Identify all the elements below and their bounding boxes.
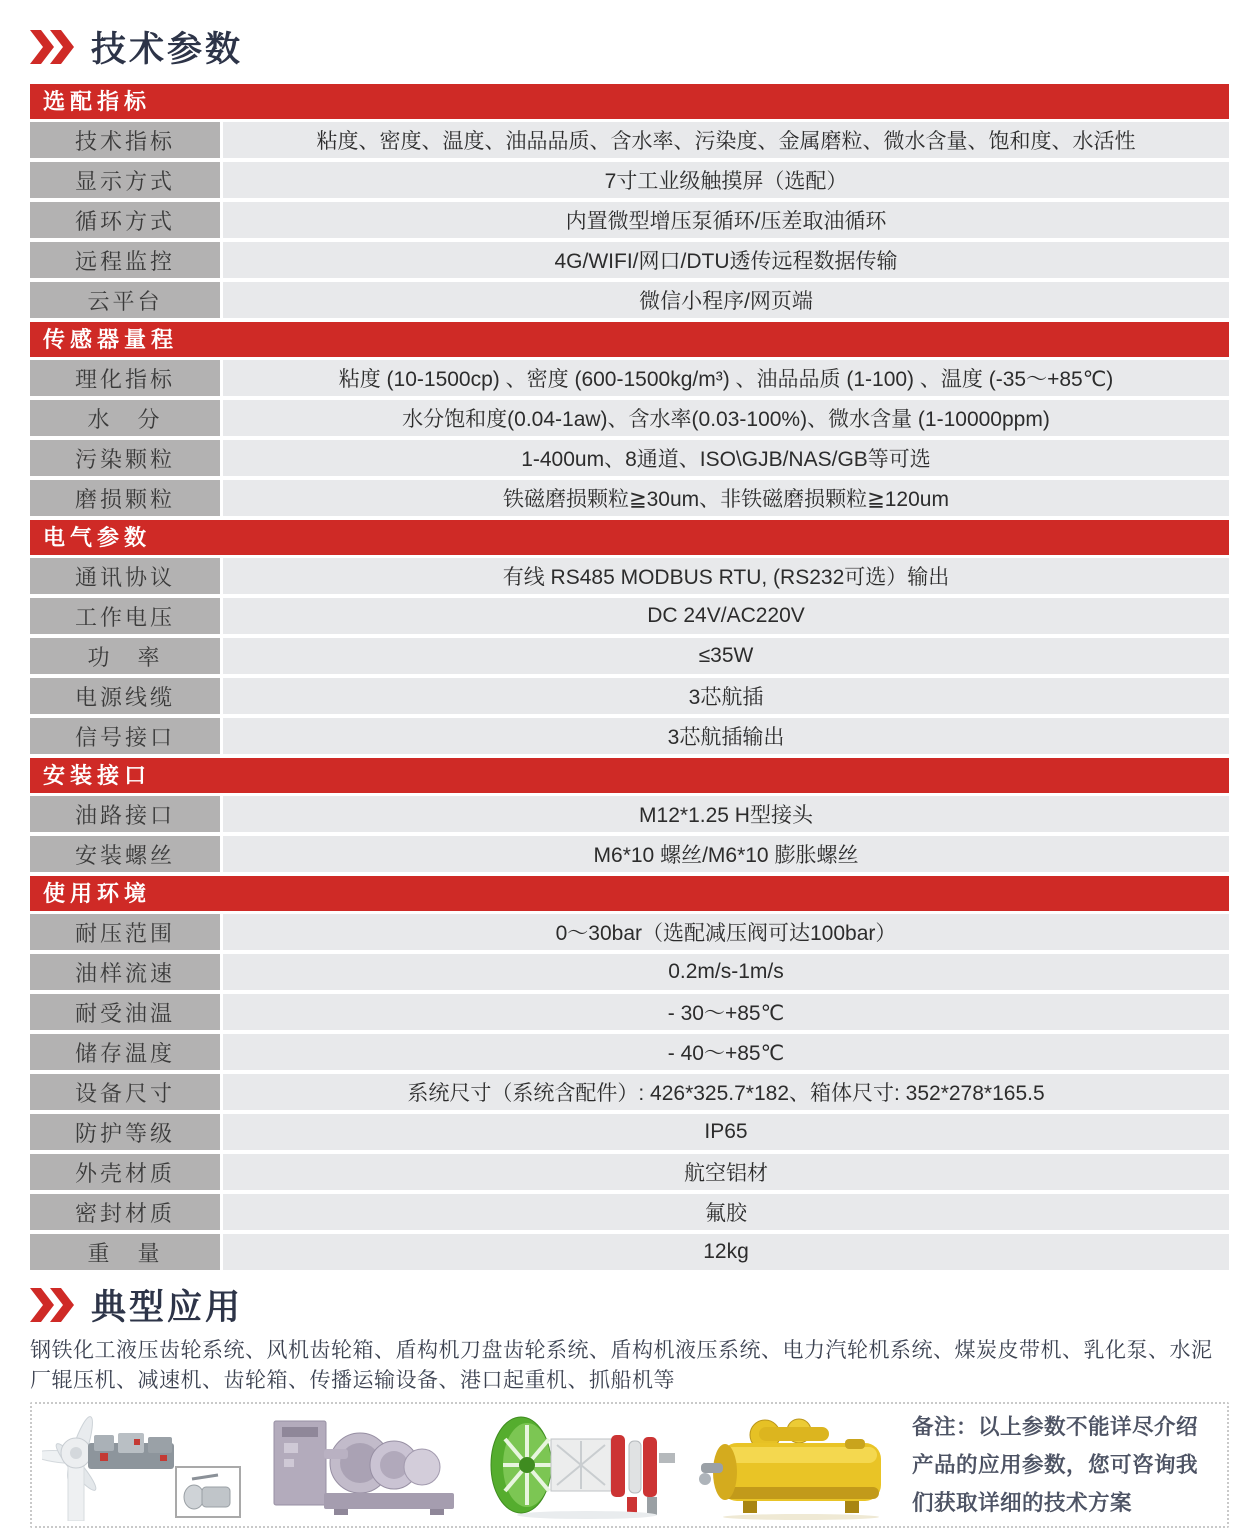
spec-row — [30, 360, 1229, 396]
spec-row-label: 技术指标 — [30, 122, 220, 158]
spec-row-value: 有线 RS485 MODBUS RTU, (RS232可选）输出 — [223, 558, 1229, 594]
spec-row — [30, 914, 1229, 950]
spec-row-value: 航空铝材 — [223, 1154, 1229, 1190]
spec-row-value: 微信小程序/网页端 — [223, 282, 1229, 318]
spec-row — [30, 480, 1229, 516]
spec-row-label: 水 分 — [30, 400, 220, 436]
spec-row — [30, 202, 1229, 238]
spec-row-label: 磨损颗粒 — [30, 480, 220, 516]
note-text: 备注：以上参数不能详尽介绍产品的应用参数，您可咨询我们获取详细的技术方案 — [912, 1415, 1199, 1515]
spec-row-label: 安装螺丝 — [30, 836, 220, 872]
spec-row-label: 工作电压 — [30, 598, 220, 634]
spec-row — [30, 1154, 1229, 1190]
page-title-row — [30, 26, 1229, 68]
spec-row-value: 铁磁磨损颗粒≧30um、非铁磁磨损颗粒≧120um — [223, 480, 1229, 516]
section-header: 使用环境 — [30, 876, 1229, 911]
spec-row-label: 云平台 — [30, 282, 220, 318]
section-header: 安装接口 — [30, 758, 1229, 793]
spec-row-label: 通讯协议 — [30, 558, 220, 594]
spec-row-value: - 30～+85℃ — [223, 994, 1229, 1030]
applications-text: 钢铁化工液压齿轮系统、风机齿轮箱、盾构机刀盘齿轮系统、盾构机液压系统、电力汽轮机系统、煤炭皮带机、乳化泵、水泥厂辊压机、减速机、齿轮箱、传播运输设备、港口起重机、抓船机等 — [30, 1339, 1213, 1392]
spec-row-value: 水分饱和度(0.04-1aw)、含水率(0.03-100%)、微水含量 (1-10000ppm) — [223, 400, 1229, 436]
spec-row — [30, 1034, 1229, 1070]
spec-row — [30, 400, 1229, 436]
double-chevron-icon — [30, 1288, 76, 1322]
spec-row-label: 循环方式 — [30, 202, 220, 238]
spec-table — [30, 84, 1229, 1270]
spec-row — [30, 718, 1229, 754]
spec-row-value: 3芯航插输出 — [223, 718, 1229, 754]
spec-row — [30, 994, 1229, 1030]
spec-row-value: 4G/WIFI/网口/DTU透传远程数据传输 — [223, 242, 1229, 278]
spec-row — [30, 638, 1229, 674]
spec-row-label: 储存温度 — [30, 1034, 220, 1070]
spec-row-label: 密封材质 — [30, 1194, 220, 1230]
spec-row — [30, 242, 1229, 278]
spec-row — [30, 954, 1229, 990]
section-header: 电气参数 — [30, 520, 1229, 555]
spec-row-value: DC 24V/AC220V — [223, 598, 1229, 634]
spec-row-label: 设备尺寸 — [30, 1074, 220, 1110]
spec-row-value: 7寸工业级触摸屏（选配） — [223, 162, 1229, 198]
double-chevron-icon — [30, 30, 76, 64]
spec-row-value: 内置微型增压泵循环/压差取油循环 — [223, 202, 1229, 238]
spec-row-label: 耐压范围 — [30, 914, 220, 950]
spec-row-label: 外壳材质 — [30, 1154, 220, 1190]
spec-row — [30, 1194, 1229, 1230]
spec-row-label: 远程监控 — [30, 242, 220, 278]
spec-row — [30, 282, 1229, 318]
spec-row — [30, 122, 1229, 158]
spec-row-label: 防护等级 — [30, 1114, 220, 1150]
spec-row — [30, 836, 1229, 872]
spec-row — [30, 1114, 1229, 1150]
spec-row-value: 0.2m/s-1m/s — [223, 954, 1229, 990]
spec-row-value: 系统尺寸（系统含配件）: 426*325.7*182、箱体尺寸: 352*278*165.5 — [223, 1074, 1229, 1110]
spec-row-value: 3芯航插 — [223, 678, 1229, 714]
spec-row-label: 理化指标 — [30, 360, 220, 396]
spec-row-label: 显示方式 — [30, 162, 220, 198]
spec-row-label: 耐受油温 — [30, 994, 220, 1030]
steam-turbine-generator-image — [260, 1409, 465, 1521]
spec-row — [30, 162, 1229, 198]
section-header: 传感器量程 — [30, 322, 1229, 357]
wind-turbine-gearbox-image — [42, 1409, 247, 1521]
spec-row-value: 0～30bar（选配减压阀可达100bar） — [223, 914, 1229, 950]
section-header: 选配指标 — [30, 84, 1229, 119]
spec-row-label: 污染颗粒 — [30, 440, 220, 476]
spec-row-label: 油样流速 — [30, 954, 220, 990]
spec-row-label: 信号接口 — [30, 718, 220, 754]
spec-row — [30, 796, 1229, 832]
screw-chiller-unit-image — [695, 1409, 900, 1521]
spec-row-value: 1-400um、8通道、ISO\GJB/NAS/GB等可选 — [223, 440, 1229, 476]
page-title: 技术参数 — [91, 30, 244, 69]
spec-row-label: 功 率 — [30, 638, 220, 674]
spec-row-value: M6*10 螺丝/M6*10 膨胀螺丝 — [223, 836, 1229, 872]
spec-row — [30, 558, 1229, 594]
tunnel-boring-machine-image — [477, 1409, 682, 1521]
spec-row — [30, 598, 1229, 634]
applications-title-row — [30, 1284, 1229, 1326]
spec-row — [30, 678, 1229, 714]
spec-row-value: 粘度 (10-1500cp) 、密度 (600-1500kg/m³) 、油品品质 (1-100) 、温度 (-35～+85℃) — [223, 360, 1229, 396]
spec-row-value: ≤35W — [223, 638, 1229, 674]
spec-row-value: IP65 — [223, 1114, 1229, 1150]
spec-row-label: 重 量 — [30, 1234, 220, 1270]
gallery-box — [30, 1402, 1229, 1528]
spec-row-value: 粘度、密度、温度、油品品质、含水率、污染度、金属磨粒、微水含量、饱和度、水活性 — [223, 122, 1229, 158]
spec-row-value: 12kg — [223, 1234, 1229, 1270]
spec-row-value: 氟胶 — [223, 1194, 1229, 1230]
spec-row — [30, 440, 1229, 476]
spec-row-value: - 40～+85℃ — [223, 1034, 1229, 1070]
spec-row — [30, 1234, 1229, 1270]
spec-row-label: 电源线缆 — [30, 678, 220, 714]
spec-row — [30, 1074, 1229, 1110]
applications-title: 典型应用 — [91, 1288, 244, 1327]
spec-row-value: M12*1.25 H型接头 — [223, 796, 1229, 832]
spec-row-label: 油路接口 — [30, 796, 220, 832]
